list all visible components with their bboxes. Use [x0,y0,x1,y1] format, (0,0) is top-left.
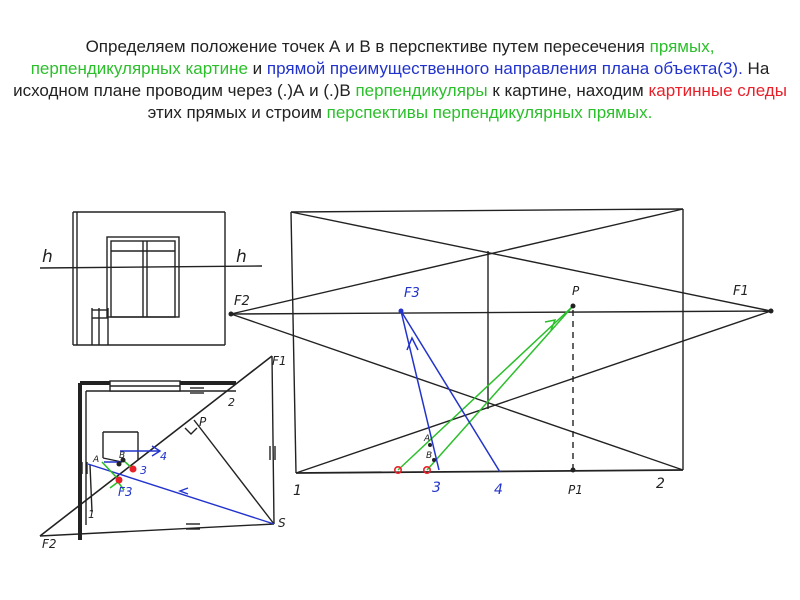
persp-point-f1 [769,309,774,314]
persp-label-f3: F3 [404,286,420,301]
plan-label-f2: F2 [42,537,57,551]
elevation-label-h-right: h [236,247,247,267]
plan-label-a: A [93,455,100,465]
persp-point-b [432,458,436,462]
persp-label-b: B [426,451,433,461]
persp-label-p1: P1 [568,483,583,497]
title-picture-traces: картинные следы [648,81,787,100]
persp-label-3: 3 [432,480,441,496]
title-perspectives: перспективы перпендикулярных прямых. [326,103,653,122]
plan-point-a-dot [117,462,122,467]
perspective-view [231,209,771,473]
title-part-9: этих прямых и строим [147,103,327,122]
persp-label-f1: F1 [733,284,749,299]
plan-label-4: 4 [160,450,167,463]
persp-frame-left [291,212,296,473]
plan-label-1: 1 [88,508,95,521]
plan-label-2: 2 [228,396,235,409]
persp-line-f2-top [231,209,683,314]
persp-blue-lines [401,311,500,472]
persp-frame-top [291,209,683,212]
persp-blue-line-3 [401,311,439,470]
persp-point-p1 [571,468,576,473]
plan-ray-s-f1 [272,356,274,524]
title-main-direction-line: прямой преимущественного направления плана объекта(3). [266,59,743,78]
persp-point-f3 [399,309,404,314]
persp-label-a: A [424,434,431,444]
persp-label-4: 4 [494,482,503,498]
title-part-5: На исходном плане проводим через (.)А и (.)В [13,59,770,100]
persp-label-p: P [572,284,580,298]
persp-label-2: 2 [656,476,665,492]
plan-ray-s-p [194,420,274,524]
plan-blue-arrow-2 [180,488,188,494]
persp-horizon-line [231,311,771,314]
plan-right-angle [185,428,197,434]
persp-line-f2-bottom [231,314,683,470]
title-part-3: и [247,59,267,78]
plan-label-f3: F3 [118,485,133,499]
plan-label-b: B [119,451,126,461]
plan-trace-3 [130,466,137,473]
plan-label-s: S [278,516,286,530]
plan-perp-a [102,462,119,480]
elevation-view [40,212,262,345]
plan-label-f1: F1 [272,354,287,368]
persp-line-f1-bottom [296,311,771,473]
persp-line-f1-top [291,212,771,311]
plan-line-1 [90,465,92,512]
title-perpendicular-lines: прямых, перпендикулярных картине [30,37,715,78]
plan-trace-f3 [116,477,123,484]
plan-blue-lines [88,446,274,524]
title-perpendiculars: перпендикуляры [355,81,488,100]
plan-label-p: P [199,415,207,429]
plan-main-direction-line [88,464,274,524]
plan-label-3: 3 [140,464,147,477]
plan-ray-s-f2 [40,524,274,536]
title-part-1: Определяем положение точек А и В в перспективе путем пересечения [85,37,645,56]
persp-label-1: 1 [293,483,302,499]
persp-blue-line-4 [401,311,500,472]
title-part-7: к картине, находим [487,81,649,100]
persp-point-f2 [229,312,234,317]
persp-point-p [571,304,576,309]
elevation-label-h-left: h [42,247,53,267]
persp-ground-line [296,470,683,473]
persp-label-f2: F2 [234,294,250,309]
